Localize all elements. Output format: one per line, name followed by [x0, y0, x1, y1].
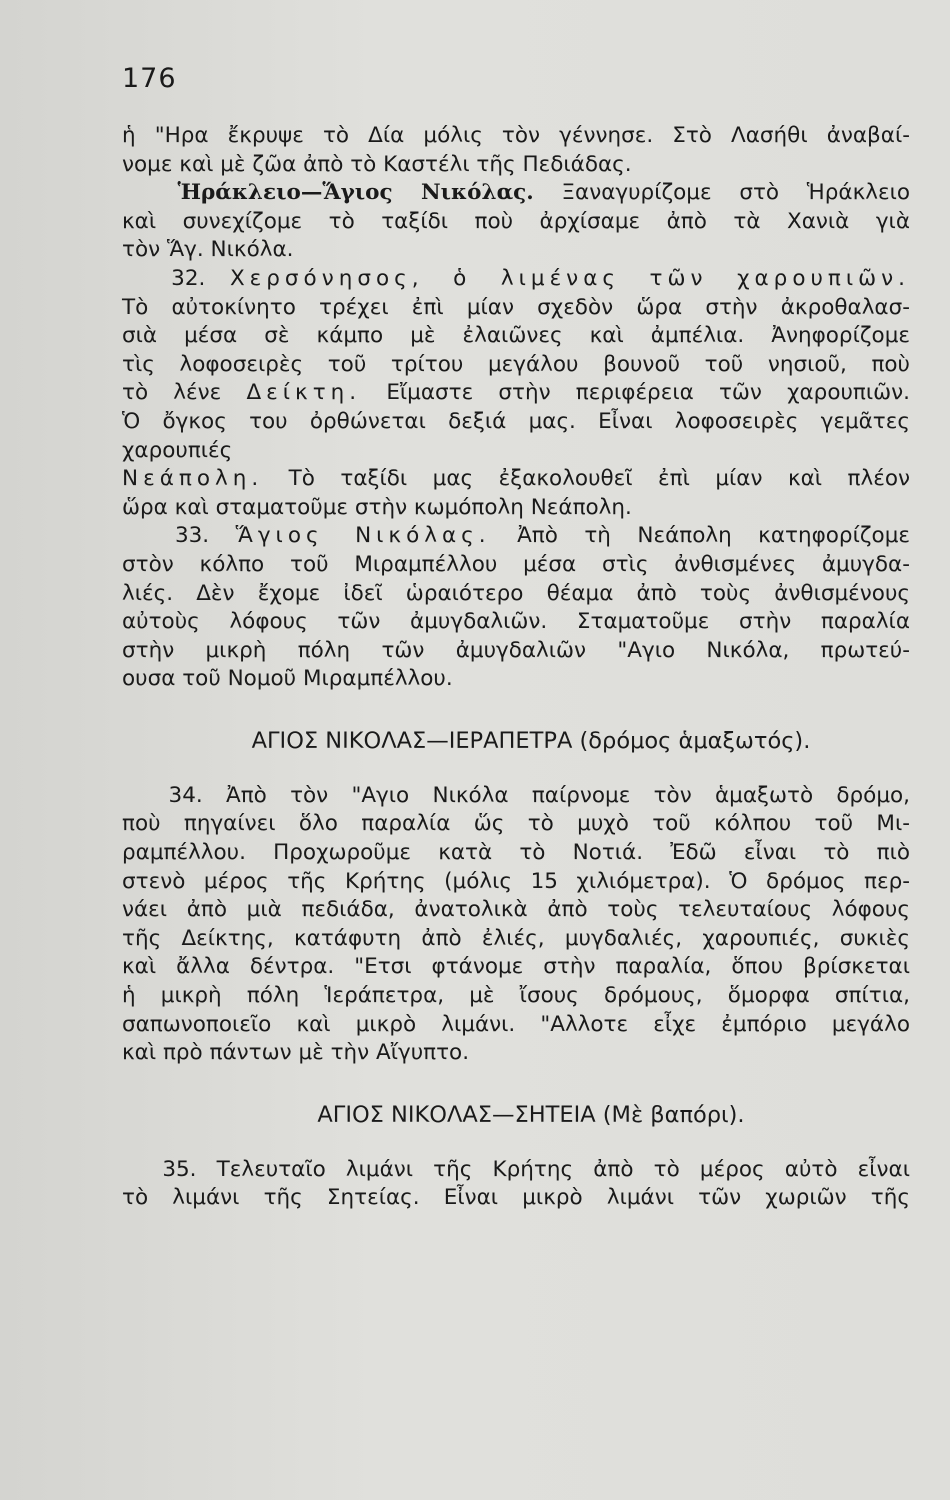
text-line: ἡ μικρὴ πόλη Ἱεράπετρα, μὲ ἴσους δρόμους, ὅμορφα σπίτια,	[122, 983, 910, 1009]
paragraph-number: 32.	[171, 265, 206, 291]
body-text	[122, 782, 910, 1068]
text-line: χαρουπιές	[122, 437, 233, 463]
section-heading: ΑΓΙΟΣ ΝΙΚΟΛΑΣ—ΣΗΤΕΙΑ (Μὲ βαπόρι).	[317, 1101, 745, 1128]
text-line: Νεάπολη. Τὸ ταξίδι μας ἐξακολουθεῖ ἐπὶ μίαν καὶ πλέον	[122, 466, 910, 492]
text-line: καὶ πρὸ πάντων μὲ τὴν Αἴγυπτο.	[122, 1040, 470, 1066]
text-line: τὸ λιμάνι τῆς Σητείας. Εἶναι μικρὸ λιμάνι τῶν χωριῶν τῆς	[122, 1185, 910, 1211]
text-line: ουσα τοῦ Νομοῦ Μιραμπέλλου.	[122, 666, 453, 692]
text-line: νομε καὶ μὲ ζῶα ἀπὸ τὸ Καστέλι τῆς Πεδιάδας.	[122, 151, 632, 177]
place-name: Ἅγιος Νικόλας.	[235, 523, 491, 549]
text-line: τὸ λένε Δείκτη. Εἴμαστε στὴν περιφέρεια τῶν χαρουπιῶν.	[122, 380, 910, 406]
text-line: 34. Ἀπὸ τὸν "Αγιο Νικόλα παίρνομε τὸν ἁμαξωτὸ δρόμο,	[168, 782, 910, 808]
text-line: ραμπέλλου. Προχωροῦμε κατὰ τὸ Νοτιά. Ἐδῶ εἶναι τὸ πιὸ	[122, 840, 910, 866]
text-line: Ὁ ὄγκος του ὀρθώνεται δεξιά μας. Εἶναι λοφοσειρὲς γεμᾶτες	[122, 408, 910, 434]
bold-heading: Ἡράκλειο—Ἅγιος Νικόλας.	[177, 180, 534, 206]
text-line: ποὺ πηγαίνει ὅλο παραλία ὥς τὸ μυχὸ τοῦ κόλπου τοῦ Μι-	[122, 811, 910, 837]
text-line: Ἡράκλειο—Ἅγιος Νικόλας. Ξαναγυρίζομε στὸ Ἡράκλειο	[177, 180, 911, 206]
text-line: τὶς λοφοσειρὲς τοῦ τρίτου μεγάλου βουνοῦ τοῦ νησιοῦ, ποὺ	[122, 351, 910, 377]
text-line: τὸν Ἅγ. Νικόλα.	[122, 237, 294, 263]
text-line: τῆς Δείκτης, κατάφυτη ἀπὸ ἐλιές, μυγδαλιές, χαρουπιές, συκιὲς	[122, 925, 910, 951]
text-line: λιές. Δὲν ἔχομε ἰδεῖ ὡραιότερο θέαμα ἀπὸ τοὺς ἀνθισμένους	[122, 580, 910, 606]
body-text	[122, 122, 910, 694]
text-line: αὐτοὺς λόφους τῶν ἀμυγδαλιῶν. Σταματοῦμε στὴν παραλία	[122, 609, 910, 635]
place-name: Νεάπολη.	[122, 466, 264, 492]
text-line: καὶ ἄλλα δέντρα. "Ετσι φτάνομε στὴν παραλία, ὅπου βρίσκεται	[122, 954, 910, 980]
place-name: Χερσόνησος, ὁ λιμένας τῶν χαρουπιῶν.	[229, 265, 910, 291]
text-line: ὥρα καὶ σταματοῦμε στὴν κωμόπολη Νεάπολη.	[122, 494, 632, 520]
text-line: στὴν μικρὴ πόλη τῶν ἀμυγδαλιῶν "Αγιο Νικόλα, πρωτεύ-	[122, 637, 910, 663]
paragraph-number: 33.	[174, 523, 210, 549]
text-line: σιὰ μέσα σὲ κάμπο μὲ ἐλαιῶνες καὶ ἀμπέλια. Ἀνηφορίζομε	[122, 323, 910, 349]
body-text	[122, 1156, 910, 1213]
text-line: 33. Ἅγιος Νικόλας. Ἀπὸ τὴ Νεάπολη κατηφορίζομε	[174, 523, 910, 549]
text-line: ἡ "Ηρα ἔκρυψε τὸ Δία μόλις τὸν γέννησε. Στὸ Λασήθι ἀναβαί-	[122, 123, 910, 148]
text-line	[122, 265, 910, 294]
text-line: καὶ συνεχίζομε τὸ ταξίδι ποὺ ἀρχίσαμε ἀπὸ τὰ Χανιὰ γιὰ	[122, 208, 910, 234]
page-number: 176	[122, 63, 177, 94]
text-line: στὸν κόλπο τοῦ Μιραμπέλλου μέσα στὶς ἀνθισμένες ἀμυγδα-	[122, 551, 910, 577]
text-line: σαπωνοποιεῖο καὶ μικρὸ λιμάνι. "Αλλοτε εἶχε ἐμπόριο μεγάλο	[122, 1011, 910, 1037]
text-line: νάει ἀπὸ μιὰ πεδιάδα, ἀνατολικὰ ἀπὸ τοὺς τελευταίους λόφους	[122, 897, 910, 923]
text-line: στενὸ μέρος τῆς Κρήτης (μόλις 15 χιλιόμετρα). Ὁ δρόμος περ-	[122, 868, 910, 894]
text-line: Τὸ αὐτοκίνητο τρέχει ἐπὶ μίαν σχεδὸν ὥρα στὴν ἀκροθαλασ-	[122, 294, 910, 320]
text-line: 35. Τελευταῖο λιμάνι τῆς Κρήτης ἀπὸ τὸ μέρος αὐτὸ εἶναι	[162, 1156, 911, 1182]
place-name: Δείκτη.	[246, 380, 362, 406]
section-heading: ΑΓΙΟΣ ΝΙΚΟΛΑΣ—ΙΕΡΑΠΕΤΡΑ (δρόμος ἁμαξωτός).	[251, 727, 811, 754]
